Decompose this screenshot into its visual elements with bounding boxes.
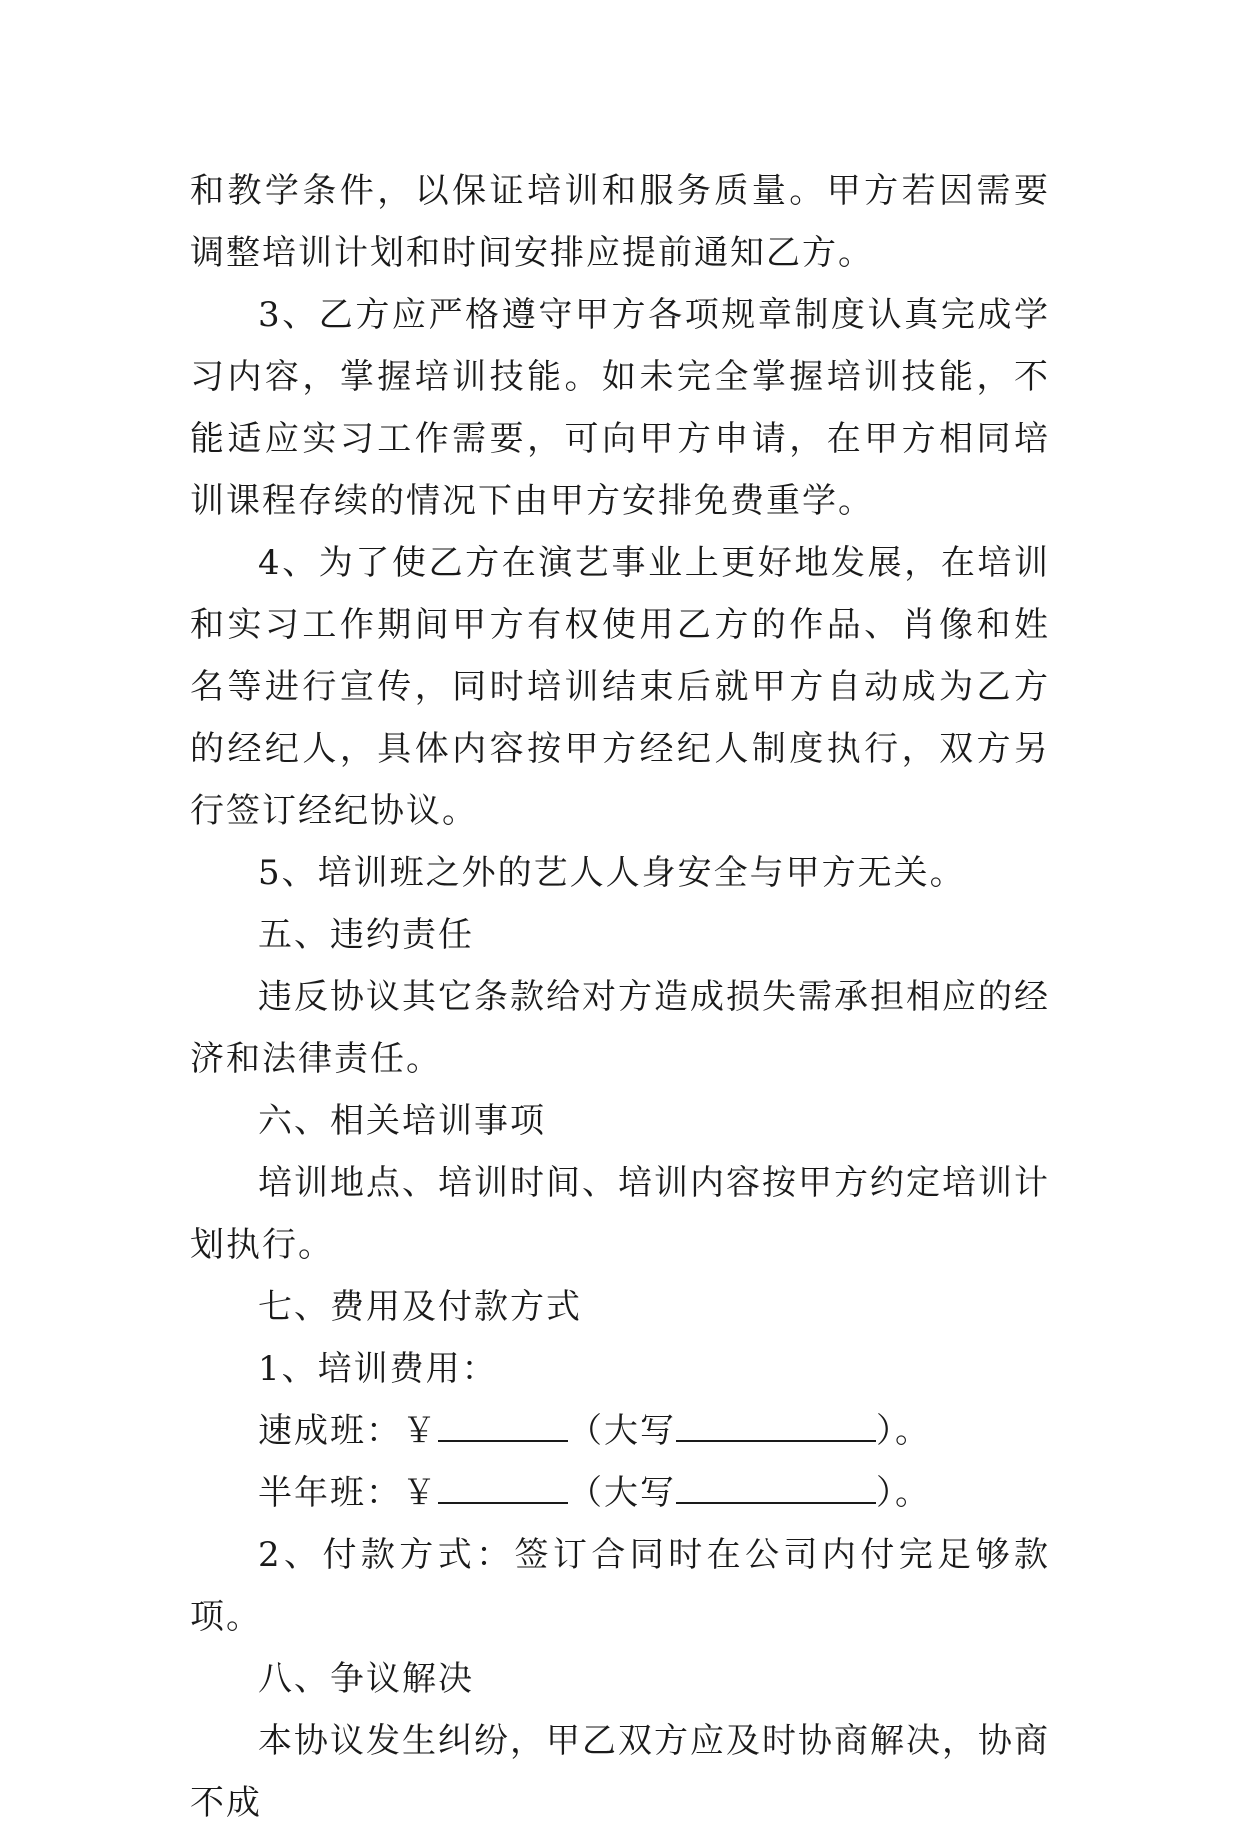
paragraph-breach: 违反协议其它条款给对方造成损失需承担相应的经济和法律责任。: [190, 977, 1050, 1079]
fee-line-half-year: [190, 1462, 1050, 1524]
fee-line-express: [190, 1400, 1050, 1462]
fee-words-blank: [676, 1468, 876, 1504]
fee-end: ）。: [876, 1411, 931, 1451]
fee-label: 半年班：￥: [258, 1473, 438, 1513]
paragraph-fee-heading: 1、培训费用：: [258, 1349, 498, 1389]
fee-label: 速成班：￥: [258, 1411, 438, 1451]
fee-words-blank: [676, 1406, 876, 1442]
document-page: [190, 160, 1050, 1834]
paragraph-training-matters: 培训地点、培训时间、培训内容按甲方约定培训计划执行。: [190, 1163, 1050, 1265]
paragraph-dispute: 本协议发生纠纷，甲乙双方应及时协商解决，协商不成: [190, 1721, 1050, 1823]
paragraph-clause-4: 4、为了使乙方在演艺事业上更好地发展，在培训和实习工作期间甲方有权使用乙方的作品、肖像和姓名等进行宣传，同时培训结束后就甲方自动成为乙方的经纪人，具体内容按甲方经纪人制度执行，双方另行签订经纪协议。: [190, 543, 1050, 831]
fee-mid: （大写: [568, 1411, 676, 1451]
paragraph-training-conditions: 和教学条件，以保证培训和服务质量。甲方若因需要调整培训计划和时间安排应提前通知乙方。: [190, 171, 1050, 273]
section-heading-breach: 五、违约责任: [258, 915, 474, 955]
section-heading-dispute: 八、争议解决: [258, 1659, 474, 1699]
fee-amount-blank: [438, 1468, 568, 1504]
fee-mid: （大写: [568, 1473, 676, 1513]
fee-end: ）。: [876, 1473, 931, 1513]
paragraph-clause-5: 5、培训班之外的艺人人身安全与甲方无关。: [258, 853, 966, 893]
section-heading-training-matters: 六、相关培训事项: [258, 1101, 546, 1141]
section-heading-fees: 七、费用及付款方式: [258, 1287, 582, 1327]
fee-amount-blank: [438, 1406, 568, 1442]
paragraph-clause-3: 3、乙方应严格遵守甲方各项规章制度认真完成学习内容，掌握培训技能。如未完全掌握培训技能，不能适应实习工作需要，可向甲方申请，在甲方相同培训课程存续的情况下由甲方安排免费重学。: [190, 295, 1050, 521]
paragraph-payment-method: 2、付款方式：签订合同时在公司内付完足够款项。: [190, 1535, 1050, 1637]
